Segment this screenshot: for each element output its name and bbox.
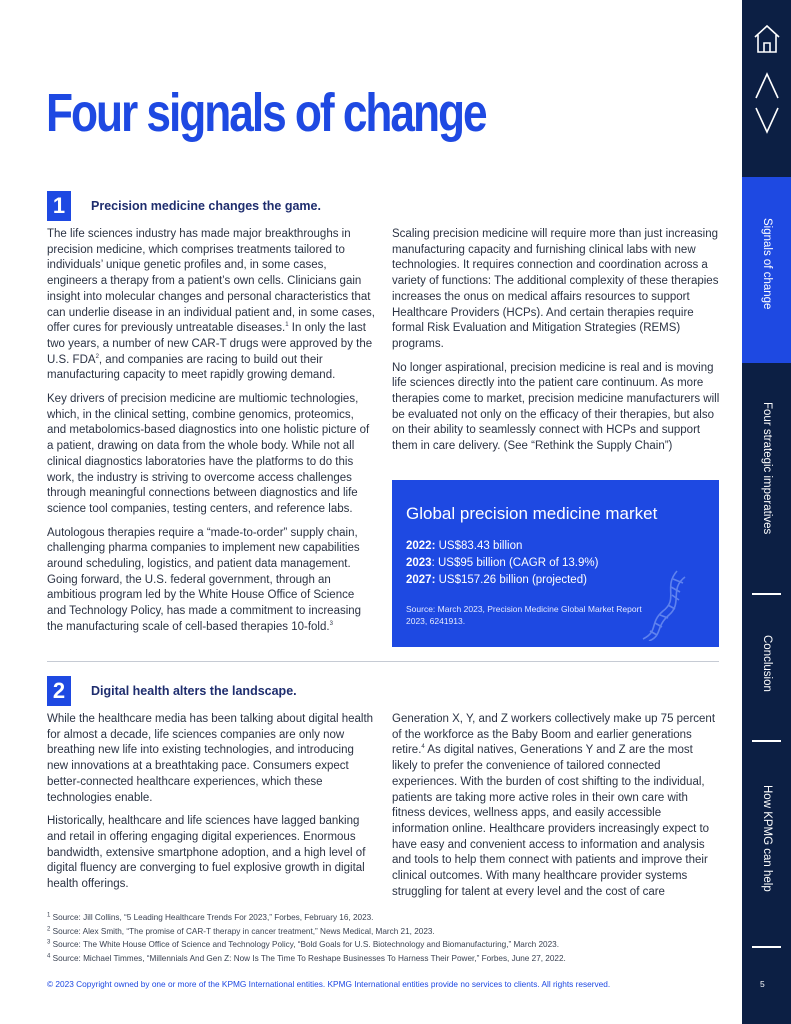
footnote (47, 953, 719, 965)
copyright-notice: © 2023 Copyright owned by one or more of the KPMG International entities. KPMG International entities provide no services to clients. All rights reserved. (47, 979, 611, 989)
paragraph-text: Key drivers of precision medicine are multiomic technologies, which, in the clinical setting, combine genomics, proteomics, and metabolomics-based diagnostics into one holistic picture of a patient, drawing on data from the whole body. While not all clinical diagnostics laboratories have the platforms to do this work, the industry is striving to overcome access challenges through meaningful connections between diagnostics and life science tool companies, testing centers, and reference labs. (47, 393, 370, 515)
body-paragraph (47, 712, 375, 806)
footnote-text: Source: The White House Office of Science and Technology Policy, “Bold Goals for U.S. Biotechnology and Biomanufacturing,” March 2023. (50, 940, 559, 949)
sidebar-separator (752, 740, 781, 742)
market-line-value: US$83.43 billion (435, 540, 523, 552)
section-divider (47, 661, 719, 662)
footnote-text: Source: Michael Timmes, “Millennials And Gen Z: Now Is The Time To Reshape Businesses To Harness Their Power,” Forbes, June 27, 2022. (50, 953, 566, 963)
sidebar-item-signals-of-change[interactable]: Signals of change (760, 218, 773, 310)
footnote-ref: 4 (421, 744, 425, 751)
sidebar-item-conclusion[interactable]: Conclusion (760, 635, 773, 692)
footnote-ref: 1 (285, 322, 289, 329)
market-line-value: US$157.26 billion (projected) (435, 574, 587, 586)
footnote-text: Source: Jill Collins, “5 Leading Healthcare Trends For 2023,” Forbes, February 16, 2023. (50, 913, 374, 922)
market-callout (392, 480, 719, 647)
body-paragraph (47, 227, 375, 384)
market-title: Global precision medicine market (406, 504, 658, 523)
chevron-up-icon[interactable] (752, 68, 782, 102)
footnotes (47, 912, 719, 966)
sidebar-item-how-kpmg-can-help[interactable]: How KPMG can help (760, 785, 773, 892)
paragraph-text: Scaling precision medicine will require more than just increasing manufacturing capacity and furnishing clinical labs with new technologies. It requires connection and coordination across a variety of functions: The additional complexity of these therapies increases the onus on medical affairs resources to support Healthcare Providers (HCPs). And certain therapies require formal Risk Evaluation and Mitigation Strategies (REMS) programs. (392, 228, 719, 350)
section-2-header (47, 676, 297, 706)
paragraph-text: , and companies are racing to build out their manufacturing capacity to meet rapidly growing demand. (47, 353, 336, 382)
body-paragraph (392, 361, 720, 455)
section-2-title: Digital health alters the landscape. (91, 684, 297, 698)
body-paragraph (392, 712, 720, 900)
market-line (406, 538, 705, 555)
footnote-ref: 2 (95, 353, 99, 360)
dna-icon (633, 569, 691, 641)
sidebar-separator (752, 946, 781, 948)
section-1-right-column (392, 227, 720, 463)
sidebar-nav (742, 0, 791, 1024)
market-source: Source: March 2023, Precision Medicine Global Market Report 2023, 6241913. (406, 604, 642, 626)
footnote-number: 1 (47, 912, 51, 919)
paragraph-text: No longer aspirational, precision medicine is real and is moving life sciences directly into the patient care continuum. As more therapies come to market, precision medicine manufacturers will be evaluated not only on the efficacy of their therapies, but also on their ability to seamlessly connect with HCPs and support them in care delivery. (See “Rethink the Supply Chain”) (392, 361, 720, 453)
paragraph-text: While the healthcare media has been talking about digital health for almost a decade, life sciences companies are only now breathing new life into existing technologies, and introducing new innovations at a breathtaking pace. Consumers expect better-connected healthcare experiences, which these technologies enable. (47, 713, 374, 804)
section-2-left-column (47, 712, 375, 901)
section-1-number: 1 (47, 191, 71, 221)
paragraph-text: Historically, healthcare and life sciences have lagged banking and retail in offering engaging digital experiences. Enormous bandwidth, extensive smartphone adoption, and a high level of digital fluency are converging to fuel explosive growth in digital health offerings. (47, 815, 366, 891)
body-paragraph (47, 392, 375, 518)
body-paragraph (47, 814, 375, 893)
section-2-number: 2 (47, 676, 71, 706)
section-2-right-column (392, 712, 720, 908)
footnote-number: 4 (47, 952, 51, 959)
section-1-header (47, 191, 321, 221)
paragraph-text: Generation X, Y, and Z workers collectively make up 75 percent of the workforce as the Baby Boom and earlier generations retire. (392, 713, 716, 757)
paragraph-text: Autologous therapies require a “made-to-order” supply chain, challenging pharma companies to implement new capabilities around scheduling, logistics, and patient data management. Going forward, the U.S. federal government, through an ambitious program led by the White House Office of Science and Technology Policy, has made a commitment to increasing the manufacturing scale of cell-based therapies 10-fold. (47, 526, 362, 633)
market-line-value: : US$95 billion (CAGR of 13.9%) (431, 557, 599, 569)
page-number: 5 (760, 979, 765, 989)
footnote (47, 939, 719, 951)
paragraph-text: In only the last two years, a number of new CAR-T drugs were approved by the U.S. FDA (47, 322, 373, 366)
sidebar-separator (752, 593, 781, 595)
footnote-number: 3 (47, 939, 51, 946)
section-1-title: Precision medicine changes the game. (91, 199, 321, 213)
market-line-label: 2023 (406, 557, 432, 569)
page-title: Four signals of change (46, 83, 486, 143)
footnote-number: 2 (47, 925, 51, 932)
home-icon[interactable] (752, 22, 782, 56)
body-paragraph (392, 227, 720, 353)
chevron-down-icon[interactable] (752, 104, 782, 138)
sidebar-item-four-strategic-imperatives[interactable]: Four strategic imperatives (760, 402, 773, 535)
footnote (47, 912, 719, 924)
paragraph-text: The life sciences industry has made major breakthroughs in precision medicine, which comprises treatments tailored to individuals’ unique genetic profiles and, in some cases, engineers a therapy from a patient’s own cells. Clinicians gain insight into molecular changes and personal characteristics that can underlie disease in an individual patient and, in some cases, offer cures for previously untreatable diseases. (47, 228, 375, 335)
footnote-ref: 3 (329, 621, 333, 628)
body-paragraph (47, 526, 375, 636)
footnote (47, 926, 719, 938)
market-line-label: 2027: (406, 574, 436, 586)
section-1-left-column (47, 227, 375, 644)
market-line-label: 2022: (406, 540, 436, 552)
paragraph-text: As digital natives, Generations Y and Z are the most likely to prefer the convenience of tailored connected experiences. With the burden of cost shifting to the individual, patients are taking more active roles in their own care with fitness devices, wellness apps, and easily accessible information online. Healthcare providers increasingly expect to have easy and convenient access to information and analysis and tools to help them connect with patients and improve their clinical outcomes. With many healthcare provider systems struggling for talent at every level and the cost of care (392, 744, 710, 898)
footnote-text: Source: Alex Smith, “The promise of CAR-T therapy in cancer treatment,” News Medical, March 21, 2023. (50, 926, 435, 936)
